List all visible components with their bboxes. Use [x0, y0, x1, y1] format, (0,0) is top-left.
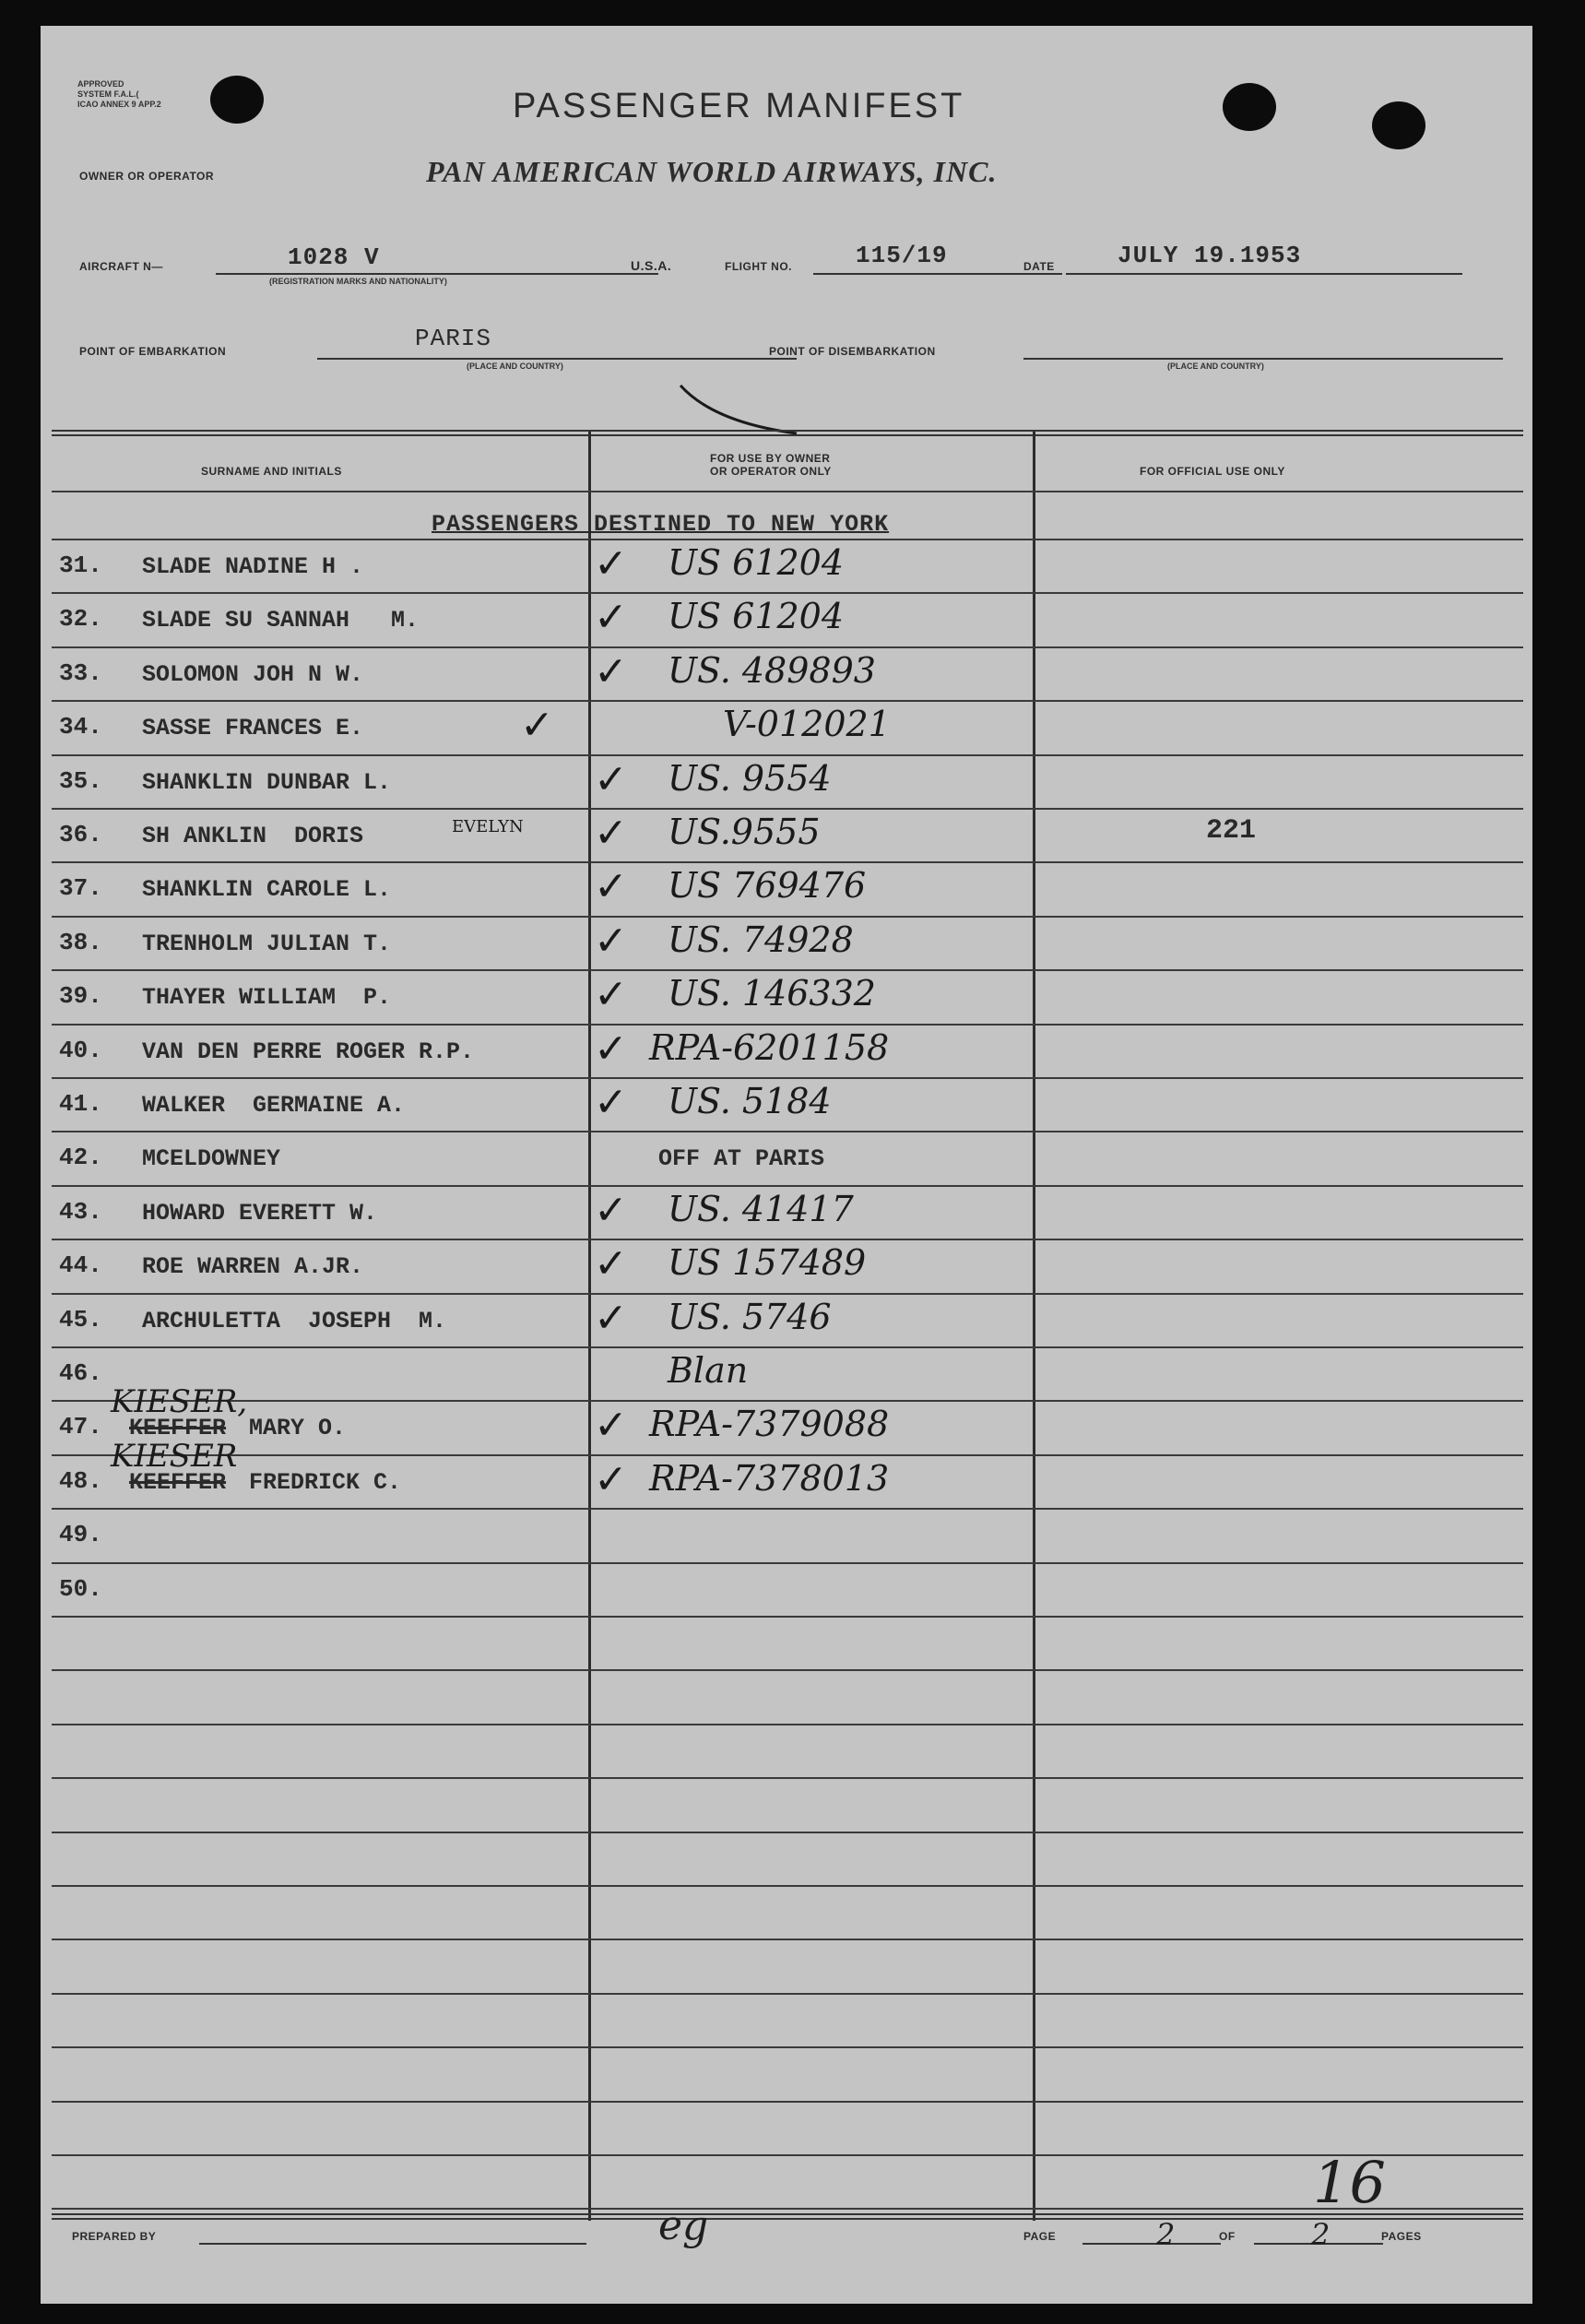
passport-number: RPA-7379088 [649, 1404, 890, 1445]
page-title: PASSENGER MANIFEST [513, 87, 965, 125]
column-header-surname: SURNAME AND INITIALS [201, 465, 342, 478]
row-number: 41. [59, 1090, 102, 1118]
row-note: OFF AT PARIS [658, 1145, 825, 1173]
row-number: 38. [59, 928, 102, 956]
surname-correction: KIESER, [111, 1383, 248, 1421]
check-mark: ✓ [594, 810, 628, 857]
row-number: 44. [59, 1251, 102, 1280]
passport-number: US. 146332 [668, 973, 876, 1014]
of-label: OF [1219, 2230, 1236, 2243]
row-number: 45. [59, 1305, 102, 1334]
passport-number: US.9555 [668, 812, 821, 852]
passenger-name: SLADE SU SANNAH M. [142, 607, 420, 634]
row-number: 34. [59, 713, 102, 741]
passport-number: US. 489893 [668, 649, 876, 691]
passenger-name: SH ANKLIN DORIS [142, 823, 364, 849]
passport-number: US. 9554 [668, 757, 832, 799]
struck-surname: KEEFFER [129, 1468, 227, 1496]
check-mark: ✓ [594, 917, 628, 965]
aircraft-label: AIRCRAFT N— [79, 260, 163, 273]
row-number: 47. [59, 1413, 102, 1441]
check-mark: ✓ [594, 1402, 628, 1450]
passenger-name: SHANKLIN CAROLE L. [142, 876, 392, 904]
passenger-name: TRENHOLM JULIAN T. [142, 930, 392, 957]
manifest-sheet [41, 26, 1532, 2304]
check-mark: ✓ [594, 647, 628, 695]
date-label: DATE [1023, 260, 1055, 273]
pages-label: PAGES [1381, 2230, 1422, 2243]
section-heading: PASSENGERS DESTINED TO NEW YORK [432, 511, 890, 538]
row-number: 49. [59, 1521, 102, 1549]
passenger-name: THAYER WILLIAM P. [142, 984, 392, 1012]
row-number: 32. [59, 605, 102, 634]
punch-hole [1372, 101, 1425, 149]
surname-correction: KIESER [111, 1437, 238, 1475]
passenger-name: WALKER GERMAINE A. [142, 1092, 406, 1119]
check-mark: ✓ [594, 1240, 628, 1288]
approval-stamp: APPROVED SYSTEM F.A.L.( ICAO ANNEX 9 APP.2 [77, 79, 161, 109]
column-header-operator-line1: FOR USE BY OWNER [710, 452, 831, 465]
check-mark: ✓ [594, 1294, 628, 1342]
owner-value: PAN AMERICAN WORLD AIRWAYS, INC. [426, 155, 998, 188]
passenger-name: SHANKLIN DUNBAR L. [142, 768, 392, 796]
owner-label: OWNER OR OPERATOR [79, 170, 215, 183]
passport-number: V-012021 [723, 704, 891, 745]
struck-surname: KEEFFER [129, 1415, 227, 1442]
disembarkation-label: POINT OF DISEMBARKATION [769, 345, 936, 358]
passport-number: US 769476 [668, 865, 867, 907]
flight-value: 115/19 [856, 242, 948, 269]
check-mark: ✓ [594, 594, 628, 642]
punch-hole [210, 76, 264, 124]
check-mark: ✓ [594, 755, 628, 803]
passport-number: US 61204 [668, 596, 845, 637]
passenger-name: SASSE FRANCES E. [142, 715, 364, 742]
check-mark: ✓ [594, 971, 628, 1019]
column-header-operator-line2: OR OPERATOR ONLY [710, 465, 832, 478]
passport-number: US. 74928 [668, 919, 854, 960]
passenger-name: MCELDOWNEY [142, 1145, 281, 1173]
embarkation-caption: (PLACE AND COUNTRY) [467, 362, 563, 371]
row-number: 36. [59, 821, 102, 848]
date-value: JULY 19.1953 [1118, 242, 1302, 269]
page-label: PAGE [1023, 2230, 1057, 2243]
page-total: 2 [1311, 2217, 1331, 2252]
passport-number: RPA-7378013 [649, 1457, 890, 1499]
row-number: 31. [59, 551, 102, 579]
passport-number: RPA-6201158 [649, 1026, 890, 1068]
passenger-name: VAN DEN PERRE ROGER R.P. [142, 1038, 475, 1065]
check-mark: ✓ [594, 1025, 628, 1073]
aircraft-caption: (REGISTRATION MARKS AND NATIONALITY) [269, 277, 447, 286]
passenger-name: MARY O. [249, 1415, 347, 1442]
passport-number: US. 41417 [668, 1188, 854, 1229]
row-number: 39. [59, 982, 102, 1011]
name-annotation: EVELYN [452, 817, 524, 836]
usa-label: U.S.A. [631, 258, 672, 273]
passport-number: US. 5184 [668, 1081, 832, 1121]
row-number: 43. [59, 1197, 102, 1226]
embarkation-label: POINT OF EMBARKATION [79, 345, 227, 358]
column-header-official: FOR OFFICIAL USE ONLY [1140, 465, 1285, 478]
punch-hole [1223, 83, 1276, 131]
check-mark: ✓ [594, 863, 628, 911]
row-number: 50. [59, 1574, 102, 1603]
passenger-name: HOWARD EVERETT W. [142, 1199, 378, 1227]
page-number: 2 [1156, 2217, 1176, 2252]
passport-number: Blan [668, 1350, 749, 1391]
row-number: 42. [59, 1144, 102, 1172]
prepared-by-label: PREPARED BY [72, 2230, 157, 2243]
row-number: 35. [59, 766, 102, 795]
row-number: 33. [59, 658, 102, 687]
passenger-name: ARCHULETTA JOSEPH M. [142, 1307, 447, 1334]
check-mark: ✓ [594, 540, 628, 587]
passenger-name: FREDRICK C. [249, 1468, 402, 1496]
prepared-by-initials: eg [658, 2202, 709, 2249]
official-use-value: 221 [1206, 815, 1257, 847]
passport-number: US 157489 [668, 1242, 867, 1284]
passenger-name: SLADE NADINE H . [142, 553, 364, 580]
row-number: 40. [59, 1036, 102, 1064]
flight-label: FLIGHT NO. [725, 260, 792, 273]
passenger-name: SOLOMON JOH N W. [142, 660, 364, 688]
row-number: 48. [59, 1466, 102, 1495]
check-mark: ✓ [594, 1455, 628, 1503]
embarkation-value: PARIS [415, 325, 492, 352]
aircraft-value: 1028 V [288, 243, 380, 271]
check-mark: ✓ [520, 702, 554, 750]
handwritten-count: 16 [1313, 2149, 1386, 2216]
check-mark: ✓ [594, 1079, 628, 1126]
disembarkation-caption: (PLACE AND COUNTRY) [1167, 362, 1264, 371]
row-number: 37. [59, 874, 102, 903]
passport-number: US. 5746 [668, 1296, 832, 1337]
passenger-name: ROE WARREN A.JR. [142, 1253, 364, 1281]
row-number: 46. [59, 1359, 102, 1387]
passport-number: US 61204 [668, 542, 845, 583]
check-mark: ✓ [594, 1186, 628, 1234]
